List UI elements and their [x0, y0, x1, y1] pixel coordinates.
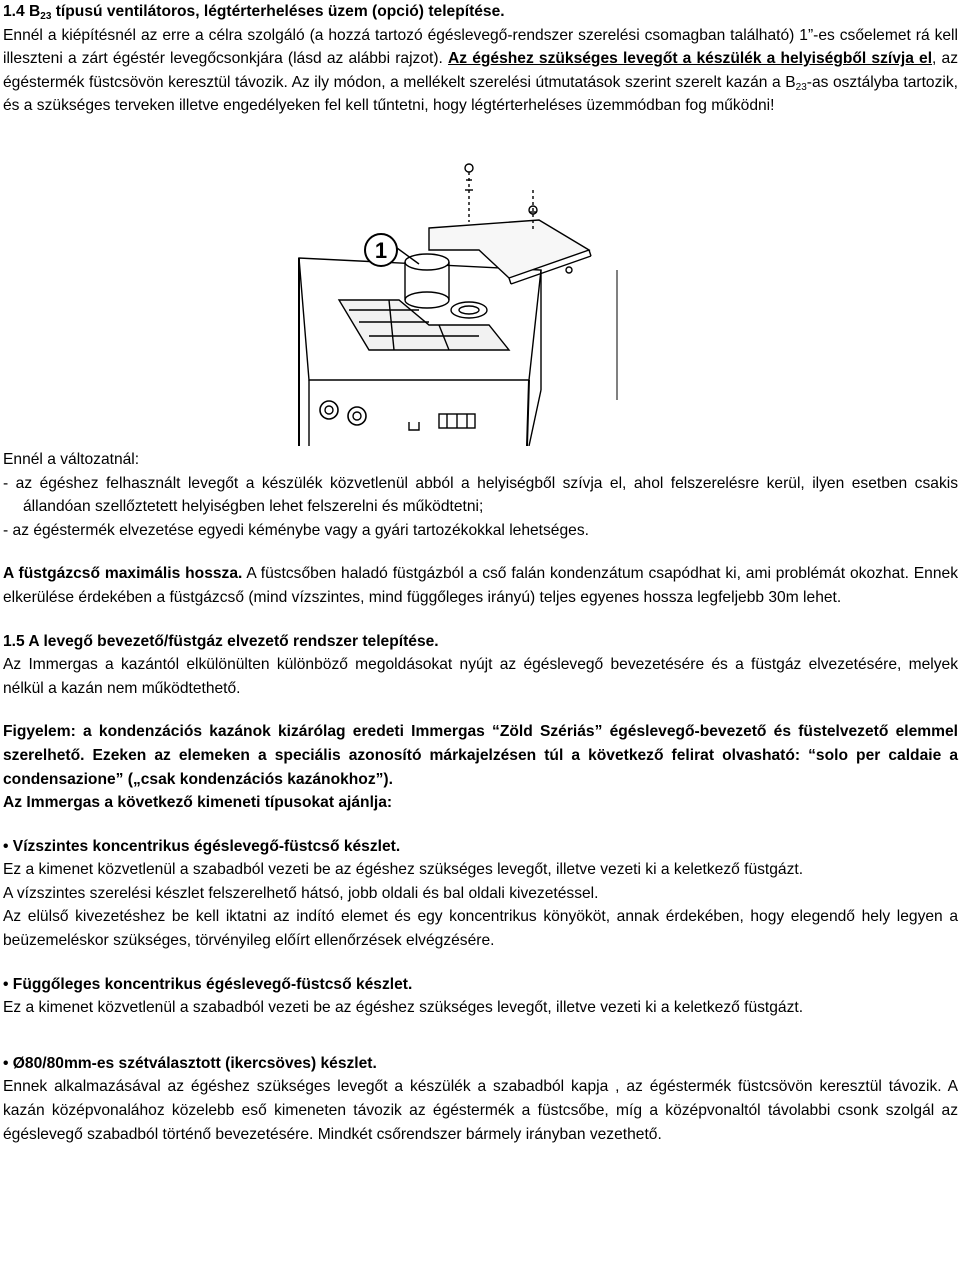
document-page: [3, 0, 958, 1146]
gauge-left: [320, 401, 338, 419]
flue-max-heading: A füstgázcső maximális hossza.: [3, 565, 243, 583]
variant-intro: Ennél a változatnál:: [3, 450, 140, 468]
kit-vertical-text-1: Ez a kimenet közvetlenül a szabadból vezeti be az égéshez szükséges levegőt, illetve vezeti ki a keletkező füstgázt.: [3, 999, 804, 1017]
power-switch: [409, 422, 419, 430]
warning-paragraph: Figyelem: a kondenzációs kazánok kizárólag eredeti Immergas “Zöld Szériás” égéslevegő-bevezető és füstelvezető elemmel szerelhető. Ezeken az elemeken a speciális azonosító márkajelzésen túl a következő felirat olvasható: “solo per caldaie a condensazione” („csak kondenzációs kazánokhoz”).: [3, 723, 958, 788]
variant-item-1: - az égéshez felhasznált levegőt a készülék közvetlenül abból a helyiségből szívja el, ahol felszerelésre kerül, ilyen esetben csakis állandóan szellőztetett helyiségben lehet felszerelni és működtetni;: [3, 474, 958, 516]
underlined-emphasis: Az égéshez szükséges levegőt a készülék a helyiségből szívja el: [448, 50, 933, 68]
recommend-line: Az Immergas a következő kimeneti típusokat ajánlja:: [3, 794, 393, 812]
kit-horizontal-text-3: Az elülső kivezetéshez be kell iktatni az indító elemet és egy koncentrikus könyököt, annak érdekében, hogy elegendő hely legyen a beüzemeléskor szükséges, törvényileg előírt ellenőrzések elvégzésére.: [3, 908, 958, 950]
screw-left: [465, 164, 473, 222]
gauge-right: [348, 407, 366, 425]
variant-item-2: - az égéstermék elvezetése egyedi kéménybe vagy a gyári tartozékokkal lehetséges.: [3, 521, 589, 539]
kit-horizontal-heading: • Vízszintes koncentrikus égéslevegő-füstcső készlet.: [3, 837, 401, 855]
boiler-installation-figure: [3, 118, 958, 448]
section-1-5-heading: 1.5 A levegő bevezető/füstgáz elvezető rendszer telepítése.: [3, 632, 439, 650]
kit-horizontal-text-2: A vízszintes szerelési készlet felszerelhető hátsó, jobb oldali és bal oldali kivezetéssel.: [3, 884, 599, 902]
kit-vertical-heading: • Függőleges koncentrikus égéslevegő-füstcső készlet.: [3, 975, 413, 993]
section-1-5-text: Az Immergas a kazántól elkülönülten különböző megoldásokat nyújt az égéslevegő bevezetésére és a füstgáz elvezetésére, melyek nélkül a kazán nem működtethető.: [3, 656, 958, 697]
section-1-4-title: 1.4 $B_{23}$ típusú ventilátoros, légtérterheléses üzem (opció) telepítése.: [3, 3, 505, 22]
callout-number: 1: [374, 237, 388, 263]
flue-max-paragraph: A füstgázcső maximális hossza. A füstcsőben haladó füstgázból a cső falán kondenzátum csapódhat ki, ami problémát okozhat. Ennek elkerülése érdekében a füstgázcső (mind vízszintes, mind függőleges irányú) teljes egyenes hossza legfeljebb 30m lehet.: [3, 565, 958, 606]
section-1-4-paragraph: Ennél a kiépítésnél az erre a célra szolgáló (a hozzá tartozó égéslevegő-rendszer szerelési csomagban található) 1”-es csőelemet rá kell illeszteni a zárt égéstér levegőcsonkjára (lásd az alábbi rajzot). Az égéshez szükséges levegőt a készülék a helyiségből szívja el, az égéstermék füstcsövön keresztül távozik. Az ily módon, a mellékelt szerelési útmutatások szerint szerelt kazán a $B_{23}-as$ osztályba tartozik, és a szükséges terveken illetve engedélyeken fel kell tűntetni, hogy légtérterheléses üzemmódban fog működni!: [3, 26, 958, 115]
kit-separated-heading: • Ø80/80mm-es szétválasztott (ikercsöves) készlet.: [3, 1054, 377, 1072]
kit-horizontal-text-1: Ez a kimenet közvetlenül a szabadból vezeti be az égéshez szükséges levegőt, illetve vezeti ki a keletkező füstgázt.: [3, 861, 804, 879]
kit-separated-text-1: Ennek alkalmazásával az égéshez szükséges levegőt a készülék a szabadból kapja , az égéstermék füstcsövön keresztül távozik. A kazán középvonalához közelebb eső kimeneten távozik az égéstermék a füstcsőbe, míg a középvonaltól távolabbi csonk szolgál az égéslevegő szabadból történő bevezetésére. Mindkét csőrendszer bármely irányban vezethető.: [3, 1078, 958, 1143]
boiler-drawing: [279, 150, 639, 446]
